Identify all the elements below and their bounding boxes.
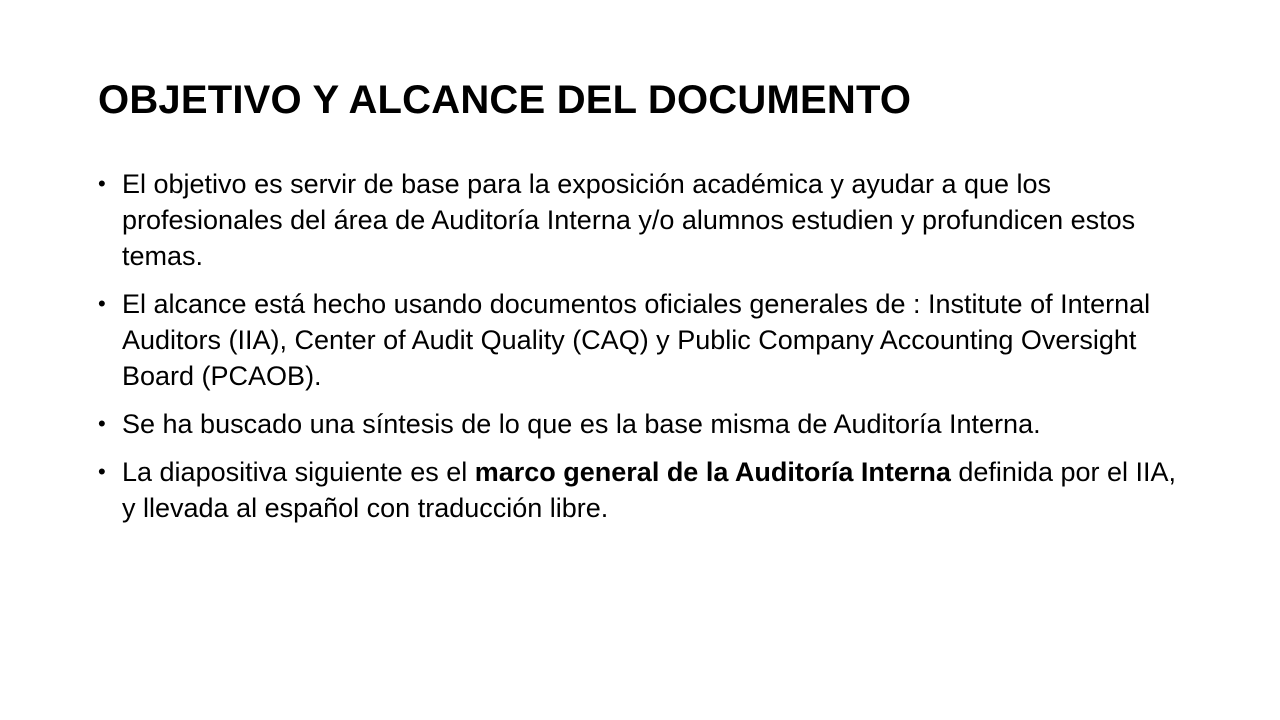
bullet-text-pre: La diapositiva siguiente es el [122,457,475,487]
bullet-list [98,166,1188,538]
bullet-text-emphasis: marco general de la Auditoría Interna [474,457,951,487]
bullet-text: El alcance está hecho usando documentos oficiales generales de : Institute of Internal Auditors (IIA), Center of Audit Quality (CAQ) y Public Company Accounting Oversight Board (PCAOB). [122,289,1151,391]
bullet-item-scope [98,286,1188,394]
bullet-text: Se ha buscado una síntesis de lo que es la base misma de Auditoría Interna. [122,409,1041,439]
bullet-icon: • [98,459,106,484]
bullet-text: El objetivo es servir de base para la exposición académica y ayudar a que los profesionales del área de Auditoría Interna y/o alumnos estudien y profundicen estos temas. [122,169,1136,271]
bullet-icon: • [98,171,106,196]
bullet-text [122,457,1176,523]
bullet-icon: • [98,411,106,436]
slide-title: OBJETIVO Y ALCANCE DEL DOCUMENTO [98,78,912,122]
bullet-item-synthesis [98,406,1188,442]
bullet-icon: • [98,291,106,316]
bullet-text-post: definida por el IIA, y llevada al español con traducción libre. [122,457,1177,523]
bullet-item-next-slide [98,454,1188,526]
bullet-item-objective [98,166,1188,274]
